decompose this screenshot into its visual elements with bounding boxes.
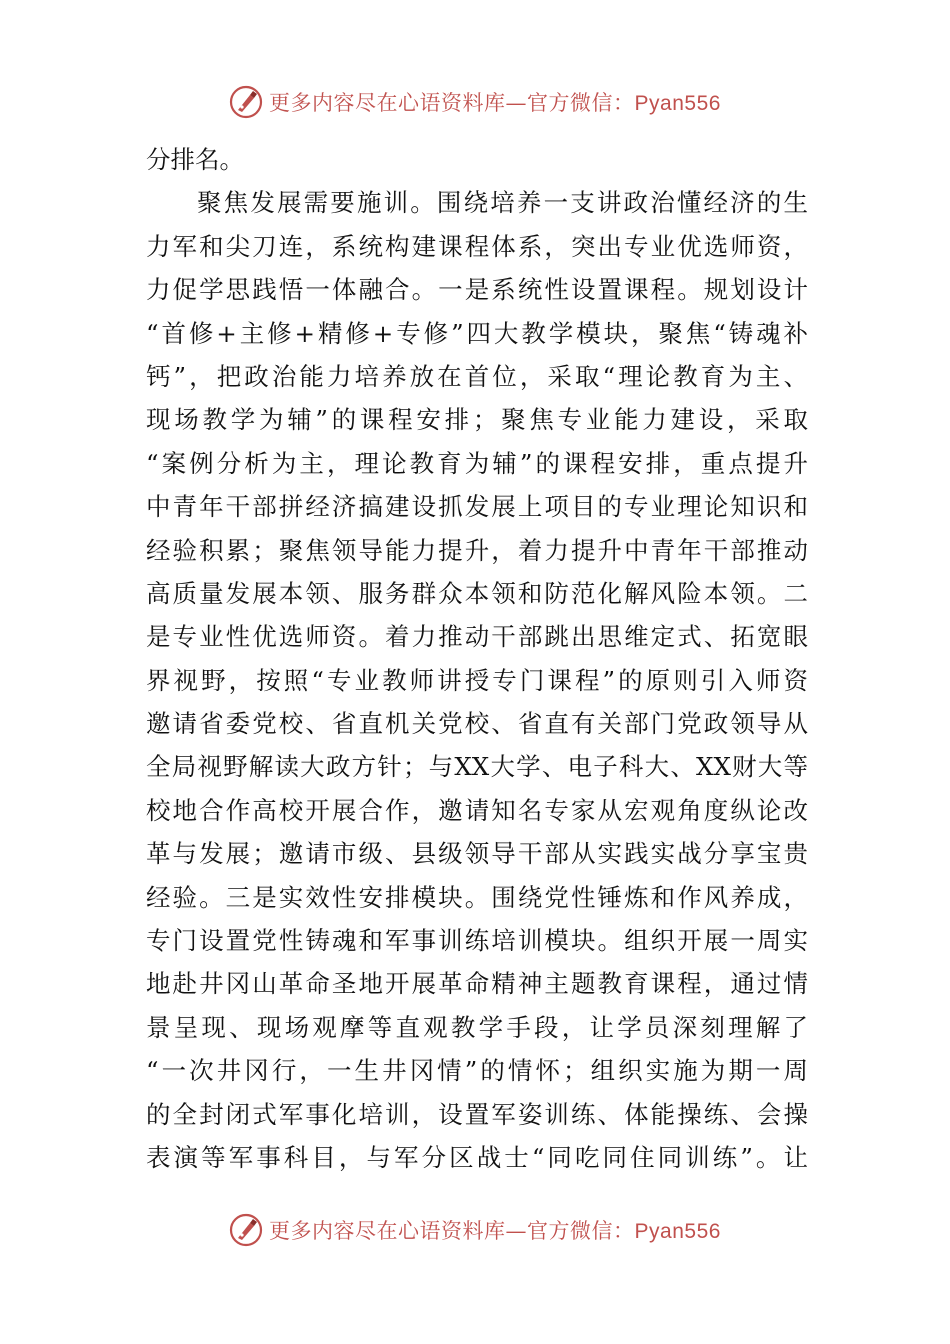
- banner-label: 更多内容尽在心语资料库—官方微信：: [269, 91, 635, 115]
- wechat-id: Pyan556: [634, 1220, 721, 1243]
- pen-nib-icon: [229, 1213, 263, 1247]
- text-line: 是专业性优选师资。着力推动干部跳出思维定式、拓宽眼: [146, 622, 808, 652]
- text-line: “案例分析为主，理论教育为辅”的课程安排，重点提升: [146, 448, 808, 478]
- text-line: 革与发展；邀请市级、县级领导干部从实践实战分享宝贵: [146, 839, 808, 869]
- text-line: 分排名。: [146, 145, 244, 174]
- pen-nib-icon: [229, 85, 263, 119]
- text-line: 钙”，把政治能力培养放在首位，采取“理论教育为主、: [146, 361, 808, 391]
- text-line: 力军和尖刀连，系统构建课程体系，突出专业优选师资，: [146, 231, 808, 261]
- text-line: 力促学思践悟一体融合。一是系统性设置课程。规划设计: [146, 275, 808, 305]
- document-body: [146, 138, 808, 1179]
- footer-banner: [0, 1208, 950, 1252]
- text-line: 表演等军事科目，与军分区战士“同吃同住同训练”。让: [146, 1142, 808, 1172]
- text-line: 邀请省委党校、省直机关党校、省直有关部门党政领导从: [146, 709, 808, 739]
- wechat-id: Pyan556: [634, 92, 721, 115]
- text-line: 经验积累；聚焦领导能力提升，着力提升中青年干部推动: [146, 535, 808, 565]
- text-line: 景呈现、现场观摩等直观教学手段，让学员深刻理解了: [146, 1012, 808, 1042]
- text-line: “一次井冈行，一生井冈情”的情怀；组织实施为期一周: [146, 1056, 808, 1086]
- text-line: 高质量发展本领、服务群众本领和防范化解风险本领。二: [146, 578, 808, 608]
- text-line: 专门设置党性铸魂和军事训练培训模块。组织开展一周实: [146, 926, 808, 956]
- text-line: 现场教学为辅”的课程安排；聚焦专业能力建设，采取: [146, 405, 808, 435]
- footer-banner-text: [269, 1215, 721, 1245]
- text-line: 经验。三是实效性安排模块。围绕党性锤炼和作风养成，: [146, 882, 808, 912]
- header-banner: [0, 80, 950, 124]
- header-banner-text: [269, 87, 721, 117]
- text-line: 中青年干部拼经济搞建设抓发展上项目的专业理论知识和: [146, 492, 808, 522]
- text-line: 校地合作高校开展合作，邀请知名专家从宏观角度纵论改: [146, 795, 808, 825]
- banner-label: 更多内容尽在心语资料库—官方微信：: [269, 1219, 635, 1243]
- text-line: 的全封闭式军事化培训，设置军姿训练、体能操练、会操: [146, 1099, 808, 1129]
- text-line: 全局视野解读大政方针；与XX大学、电子科大、XX财大等: [146, 752, 808, 782]
- text-line: “首修+主修+精修+专修”四大教学模块，聚焦“铸魂补: [146, 318, 808, 348]
- text-line: 界视野，按照“专业教师讲授专门课程”的原则引入师资: [146, 665, 808, 695]
- text-line: 聚焦发展需要施训。围绕培养一支讲政治懂经济的生: [197, 188, 808, 218]
- text-line: 地赴井冈山革命圣地开展革命精神主题教育课程，通过情: [146, 969, 808, 999]
